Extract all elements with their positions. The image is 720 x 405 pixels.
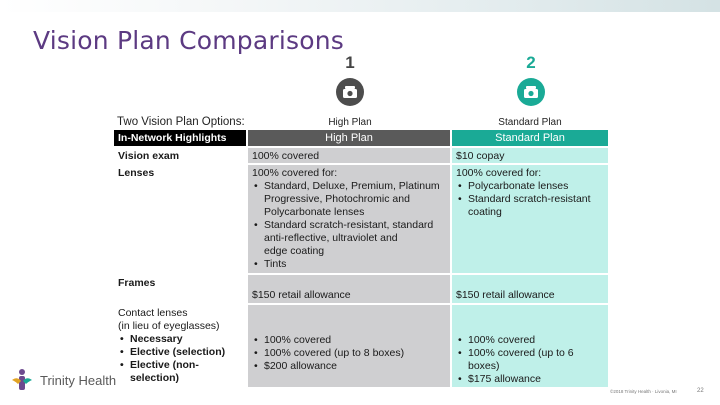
contact-types-list xyxy=(118,333,242,385)
eyeglasses-icon xyxy=(336,78,364,106)
table-header-high: High Plan xyxy=(248,130,450,146)
slide-title: Vision Plan Comparisons xyxy=(33,26,344,55)
page-number: 22 xyxy=(697,388,704,394)
cell-high-vision-exam: 100% covered xyxy=(248,148,450,163)
list-item: • Elective (selection) xyxy=(130,346,242,359)
standard-lenses-intro: 100% covered for: xyxy=(456,167,542,179)
list-item: • 100% covered xyxy=(264,334,446,347)
list-item: • Polycarbonate lenses xyxy=(468,180,604,193)
list-item: • Standard scratch-resistant, standard anti-reflective, ultraviolet and edge coating xyxy=(264,219,446,258)
standard-plan-title: Standard Plan xyxy=(498,117,562,128)
cell-standard-contacts xyxy=(452,305,608,387)
list-item: • 100% covered (up to 6 boxes) xyxy=(468,347,604,373)
intro-text: Two Vision Plan Options: xyxy=(117,116,245,128)
trinity-health-logo xyxy=(10,368,116,392)
top-gradient-bar xyxy=(0,0,720,12)
row-label-contact-lenses: Contact lenses (in lieu of eyeglasses) • Necessary • Elective (selection) • Elective (non- selection) xyxy=(114,305,246,387)
table-header-standard: Standard Plan xyxy=(452,130,608,146)
cell-high-frames: $150 retail allowance xyxy=(248,275,450,303)
standard-contacts-list xyxy=(456,334,604,386)
cell-standard-vision-exam: $10 copay xyxy=(452,148,608,163)
cell-standard-lenses xyxy=(452,165,608,273)
high-lenses-list xyxy=(252,180,446,271)
row-label-lenses: Lenses xyxy=(118,167,155,179)
list-item: • Necessary xyxy=(130,333,242,346)
cell-high-lenses xyxy=(248,165,450,273)
list-item: • $200 allowance xyxy=(264,360,446,373)
list-item: • Standard, Deluxe, Premium, Platinum Progressive, Photochromic and Polycarbonate lenses xyxy=(264,180,446,219)
list-item: • Standard scratch-resistant coating xyxy=(468,193,604,219)
row-label-vision-exam: Vision exam xyxy=(118,150,180,162)
list-item: • $175 allowance xyxy=(468,373,604,386)
footer-note: ©2018 Trinity Health · Livonia, MI xyxy=(610,389,677,394)
cell-high-contacts xyxy=(248,305,450,387)
high-lenses-intro: 100% covered for: xyxy=(252,167,338,179)
list-item: • 100% covered xyxy=(468,334,604,347)
list-item: • 100% covered (up to 8 boxes) xyxy=(264,347,446,360)
column-number-1: 1 xyxy=(345,53,355,72)
trinity-logo-icon xyxy=(10,368,34,392)
list-item: • Elective (non- selection) xyxy=(130,359,242,385)
cell-standard-frames: $150 retail allowance xyxy=(452,275,608,303)
logo-text: Trinity Health xyxy=(40,372,117,388)
list-item: • Tints xyxy=(264,258,446,271)
high-contacts-list xyxy=(252,334,446,373)
high-plan-title: High Plan xyxy=(328,117,372,128)
table-header-label: In-Network Highlights xyxy=(114,130,246,146)
column-number-2: 2 xyxy=(526,53,536,72)
eyeglasses-icon xyxy=(517,78,545,106)
row-label-frames: Frames xyxy=(118,277,156,289)
standard-lenses-list xyxy=(456,180,604,219)
